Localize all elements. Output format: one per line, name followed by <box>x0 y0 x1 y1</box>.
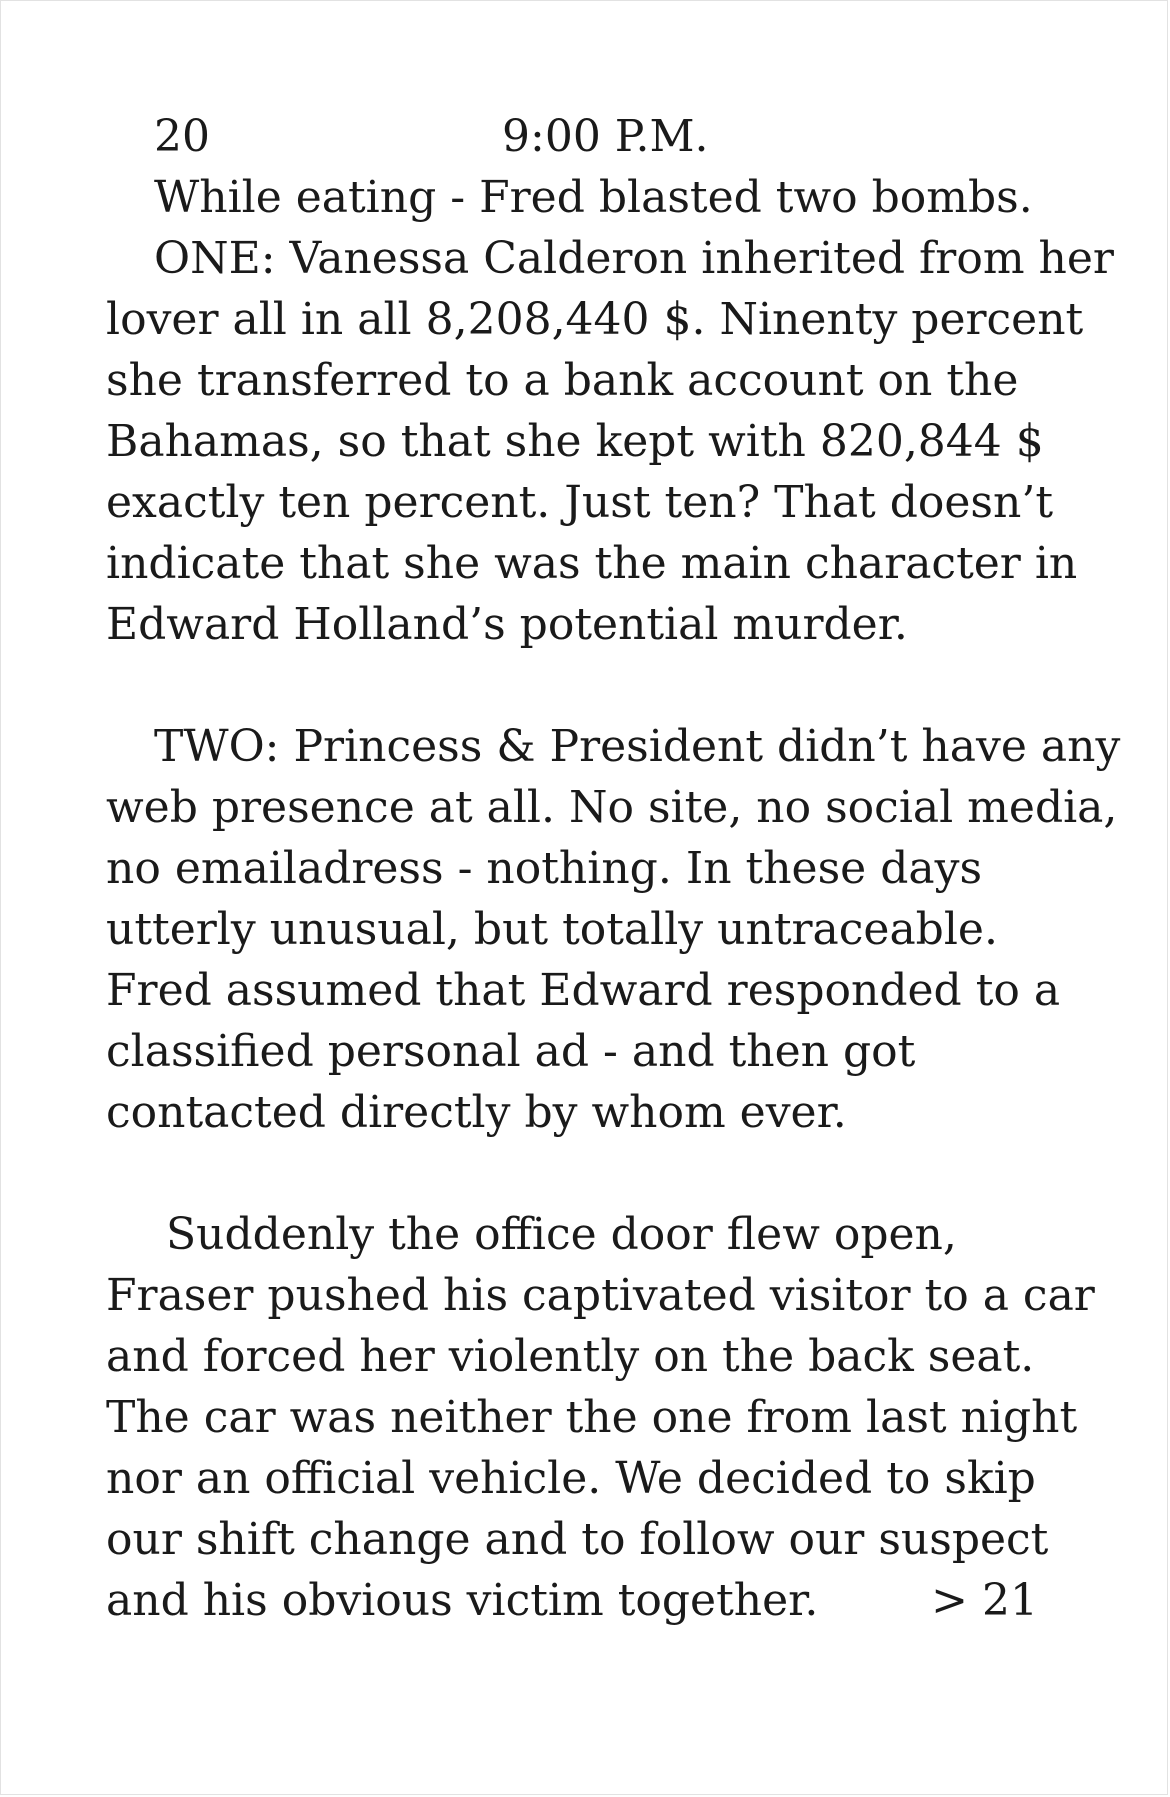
chapter-time: 9:00 P.M. <box>502 111 709 162</box>
paragraph-one <box>106 228 1114 655</box>
text-line: lover all in all 8,208,440 $. Ninenty percent <box>106 294 1084 345</box>
text-line: exactly ten percent. Just ten? That doesn’t <box>106 477 1054 528</box>
page-header <box>106 106 1086 167</box>
text-line: classified personal ad - and then got <box>106 1026 916 1077</box>
paragraph-gap <box>106 655 1086 716</box>
text-line: our shift change and to follow our suspect <box>106 1514 1049 1565</box>
text-line: The car was neither the one from last night <box>106 1392 1078 1443</box>
text-line: Suddenly the office door flew open, <box>166 1209 957 1260</box>
paragraph-three <box>106 1204 1095 1631</box>
text-line: and forced her violently on the back seat. <box>106 1331 1035 1382</box>
paragraph-two <box>106 716 1121 1143</box>
text-line: web presence at all. No site, no social media, <box>106 782 1118 833</box>
next-page-link[interactable]: > 21 <box>931 1575 1038 1626</box>
page-number: 20 <box>154 111 210 162</box>
book-page <box>106 106 1121 1631</box>
text-line: nor an official vehicle. We decided to skip <box>106 1453 1036 1504</box>
text-line: Fred assumed that Edward responded to a <box>106 965 1061 1016</box>
text-line: indicate that she was the main character in <box>106 538 1078 589</box>
text-line: contacted directly by whom ever. <box>106 1087 847 1138</box>
text-line: Edward Holland’s potential murder. <box>106 599 908 650</box>
text-line: Bahamas, so that she kept with 820,844 $ <box>106 416 1044 467</box>
text-line: While eating - Fred blasted two bombs. <box>154 172 1033 223</box>
paragraph-gap <box>106 1143 1086 1204</box>
text-line: Fraser pushed his captivated visitor to a car <box>106 1270 1095 1321</box>
last-line-row <box>106 1570 1086 1631</box>
text-line: no emailadress - nothing. In these days <box>106 843 983 894</box>
text-line: ONE: Vanessa Calderon inherited from her <box>154 233 1114 284</box>
text-line: she transferred to a bank account on the <box>106 355 1019 406</box>
text-line: utterly unusual, but totally untraceable. <box>106 904 998 955</box>
text-line: and his obvious victim together. <box>106 1575 819 1626</box>
text-line: TWO: Princess & President didn’t have any <box>154 721 1121 772</box>
